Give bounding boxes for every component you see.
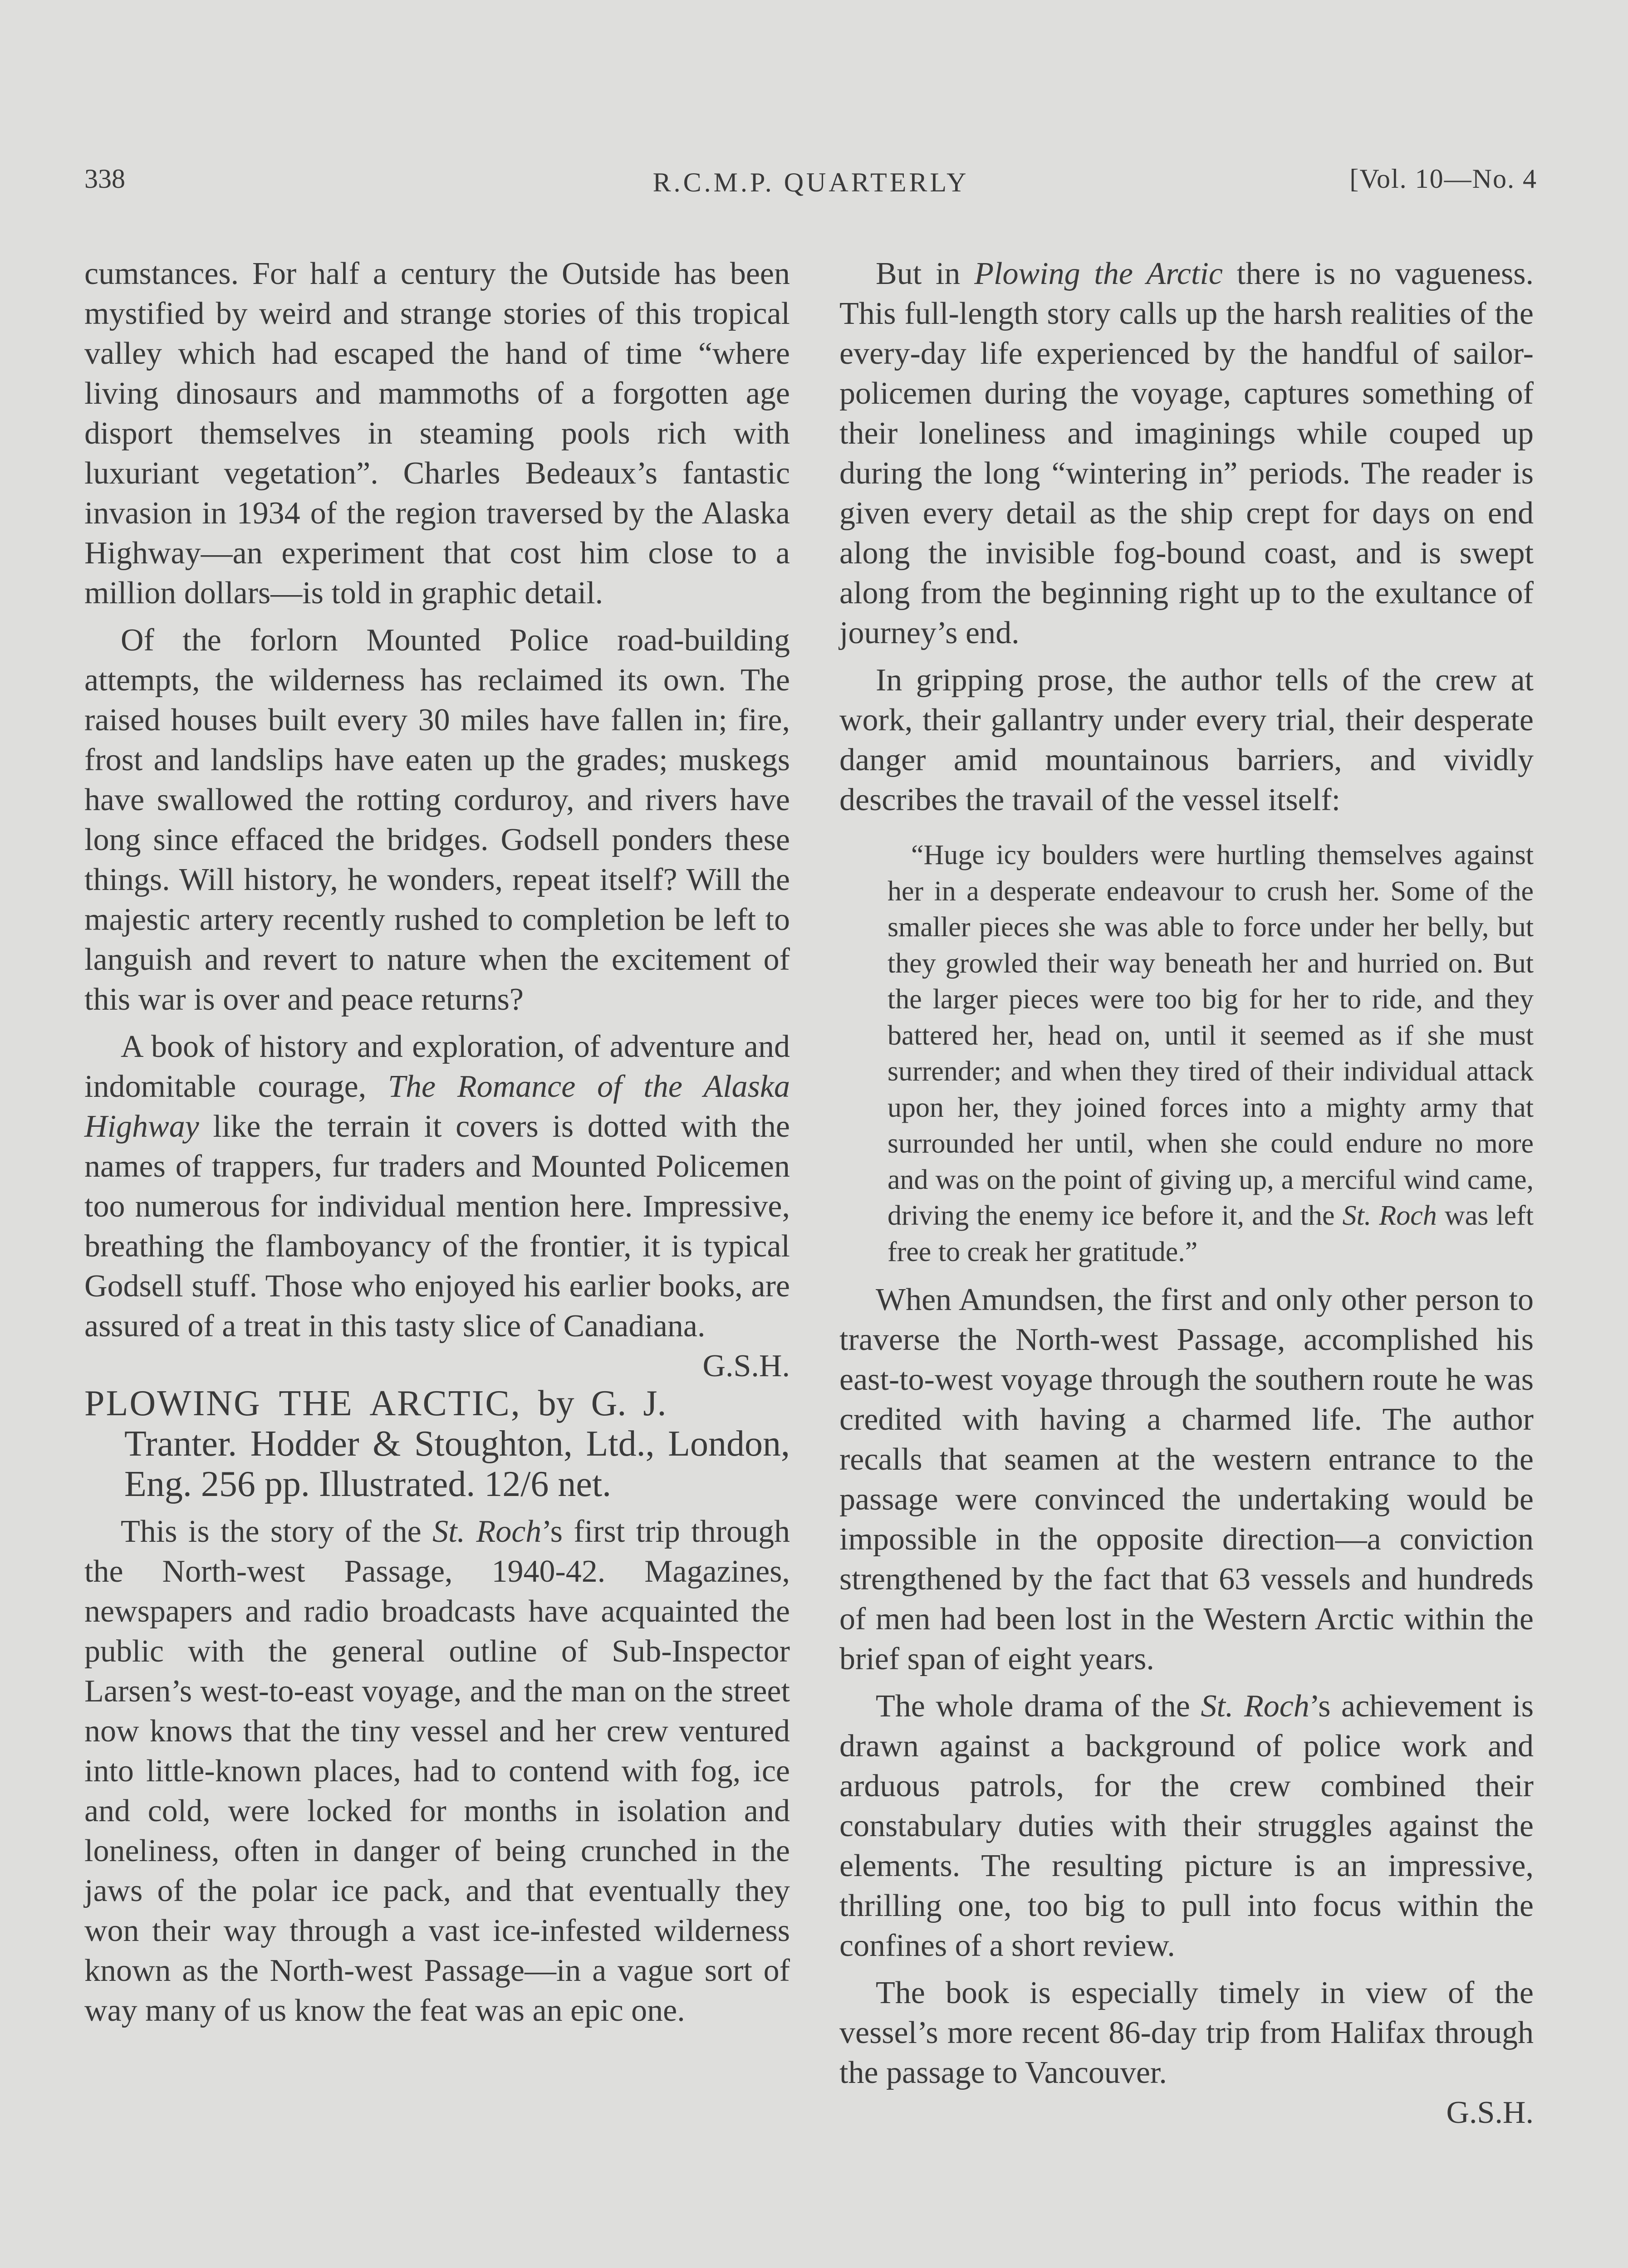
text-run: ’s first trip through the North-west Passage, 1940-42. Magazines, newspapers and radio broadcasts have acquainted the public with the general outline of Sub-Inspector Larsen’s west-to-east voyage, and the man on the street now knows that the tiny vessel and her crew ventured into little-known places, had to contend with fog, ice and cold, were locked for months in isolation and loneliness, often in danger of being crunched in the jaws of the polar ice pack, and that eventually they won their way through a vast ice-infested wilderness known as the North-west Passage—in a vague sort of way many of us know the feat was an epic one.	[84, 1514, 790, 2028]
paragraph	[84, 1512, 790, 2031]
text-run: But in	[876, 256, 975, 291]
left-column	[84, 254, 790, 2031]
page-number: 338	[84, 164, 125, 194]
paragraph: When Amundsen, the first and only other person to traverse the North-west Passage, accomplished his east-to-west voyage through the southern route he was credited with having a charmed life. The author recalls that seamen at the western entrance to the passage were convinced the undertaking would be impossible in the opposite direction—a conviction strengthened by the fact that 63 vessels and hundreds of men had been lost in the Western Arctic within the brief span of eight years.	[839, 1282, 1534, 1677]
text-run: like the terrain it covers is dotted with the names of trappers, fur traders and Mounted Policemen too numerous for individual mention here. Impressive, breathing the flamboyancy of the frontier, it is typical Godsell stuff. Those who enjoyed his earlier books, are assured of a treat in this tasty slice of Canadiana.	[84, 1109, 790, 1344]
paragraph: The book is especially timely in view of the vessel’s more recent 86-day trip from Halifax through the passage to Vancouver.	[839, 1975, 1534, 2090]
ship-name: St. Roch	[1201, 1689, 1309, 1724]
text-run: A book of history and exploration, of adventure and indomitable courage,	[84, 1029, 790, 1104]
book-title: Plowing the Arctic	[974, 256, 1223, 291]
running-header	[84, 163, 1537, 204]
text-run: “Huge icy boulders were hurtling themselves against her in a desperate endeavour to crush her. Some of the smaller pieces she was able to force under her belly, but they growled their way beneath her and hurried on. But the larger pieces were too big for her to ride, and they battered her, head on, until it seemed as if she must surrender; and when they tired of their individual attack upon her, they joined forces into a mighty army that surrounded her until, when she could endure no more and was on the point of giving up, a merciful wind came, driving the enemy ice before it, and the	[888, 840, 1534, 1231]
journal-title: R.C.M.P. QUARTERLY	[652, 167, 969, 197]
paragraph	[839, 1686, 1534, 1966]
ship-name: St. Roch	[432, 1514, 542, 1549]
block-quote	[888, 837, 1534, 1270]
paragraph: In gripping prose, the author tells of the crew at work, their gallantry under every trial, their desperate danger amid mountainous barriers, and vividly describes the travail of the vessel itself:	[839, 663, 1534, 817]
right-column	[839, 254, 1534, 2133]
paragraph	[84, 1027, 790, 1383]
text-run: there is no vagueness. This full-length story calls up the harsh realities of the every-day life experienced by the handful of sailor-policemen during the voyage, captures something of their loneliness and imaginings while couped up during the long “wintering in” periods. The reader is given every detail as the ship crept for days on end along the invisible fog-bound coast, and is swept along from the beginning right up to the exultance of journey’s end.	[839, 256, 1534, 650]
review-book-title: PLOWING THE ARCTIC,	[84, 1383, 521, 1423]
ship-name: St. Roch	[1342, 1200, 1437, 1231]
paragraph: Of the forlorn Mounted Police road-building attempts, the wilderness has reclaimed its own. The raised houses built every 30 miles have fallen in; fire, frost and landslips have eaten up the grades; muskegs have swallowed the rotting corduroy, and rivers have long since effaced the bridges. Godsell ponders these things. Will history, he wonders, repeat itself? Will the majestic artery recently rushed to completion be left to languish and revert to nature when the excitement of this war is over and peace returns?	[84, 623, 790, 1017]
text-run: ’s achievement is drawn against a background of police work and arduous patrols, for the crew combined their constabulary duties with their struggles against the elements. The resulting picture is an impressive, thrilling one, too big to pull into focus within the confines of a short review.	[839, 1689, 1534, 1963]
text-run: was left free to creak her gratitude.”	[888, 1200, 1534, 1267]
reviewer-signature: G.S.H.	[1446, 2095, 1534, 2130]
paragraph	[839, 254, 1534, 653]
reviewer-signature: G.S.H.	[702, 1349, 790, 1383]
paragraph: cumstances. For half a century the Outside has been mystified by weird and strange stories of this tropical valley which had escaped the hand of time “where living dinosaurs and mammoths of a forgotten age disport themselves in steaming pools rich with luxuriant vegetation”. Charles Bedeaux’s fantastic invasion in 1934 of the region traversed by the Alaska Highway—an experiment that cost him close to a million dollars—is told in graphic detail.	[84, 256, 790, 611]
review-book-details: by G. J. Tranter. Hodder & Stoughton, Ltd., London, Eng. 256 pp. Illustrated. 12/6 net.	[124, 1383, 790, 1504]
text-run: This is the story of the	[121, 1514, 433, 1549]
volume-issue: [Vol. 10—No. 4	[1349, 164, 1537, 194]
book-title: The Romance of the Alaska Highway	[84, 1069, 790, 1144]
review-heading	[84, 1383, 790, 1505]
text-run: The whole drama of the	[876, 1689, 1201, 1724]
